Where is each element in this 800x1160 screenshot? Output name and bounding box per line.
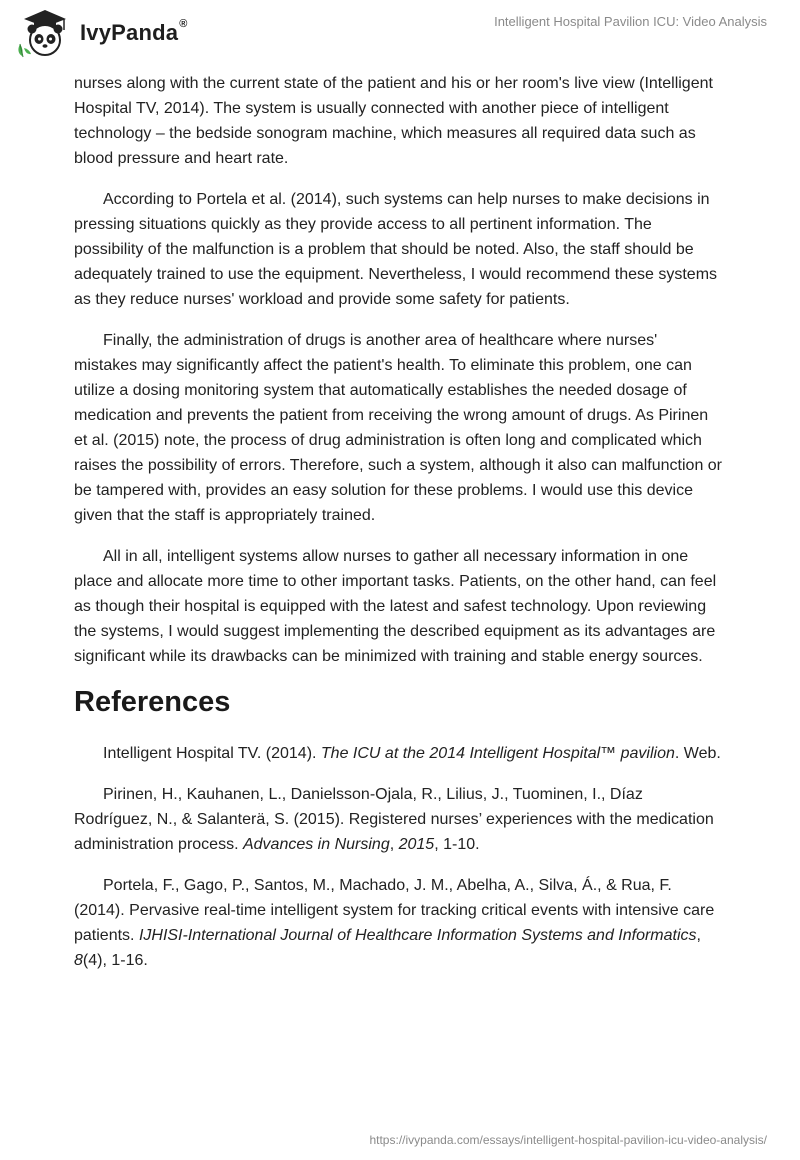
reference-authors: Intelligent Hospital TV. (2014). (103, 745, 321, 762)
reference-tail: , 1-10. (434, 836, 480, 853)
reference-separator: , (389, 836, 399, 853)
reference-tail: (4), 1-16. (82, 952, 148, 969)
brand-name[interactable] (80, 20, 188, 46)
reference-journal: IJHISI-International Journal of Healthcare Information Systems and Informatics (138, 927, 697, 944)
reference-item (74, 873, 724, 973)
document-title: Intelligent Hospital Pavilion ICU: Video Analysis (494, 14, 767, 29)
ivypanda-logo-icon[interactable] (14, 8, 76, 58)
references-heading: References (74, 686, 231, 718)
reference-volume: 2015 (398, 836, 435, 853)
reference-item (74, 741, 724, 766)
reference-authors: Pirinen, H., Kauhanen, L., Danielsson-Ojala, R., Lilius, J., Tuominen, I., Díaz Rodríguez, N., & Salanterä, S. (2015). Registered nurses’ experiences with the medication administration process. (74, 786, 714, 853)
reference-authors: Portela, F., Gago, P., Santos, M., Machado, J. M., Abelha, A., Silva, Á., & Rua, F. (2014). Pervasive real-time intelligent system for tracking critical events with intensive care patients. (74, 877, 715, 944)
brand-registered-mark: ® (179, 18, 188, 30)
source-url-link[interactable]: https://ivypanda.com/essays/intelligent-hospital-pavilion-icu-video-analysis/ (369, 1133, 767, 1147)
body-paragraph: All in all, intelligent systems allow nurses to gather all necessary information in one place and allocate more time to other important tasks. Patients, on the other hand, can feel as though their hospital is equipped with the latest and safest technology. Upon reviewing the systems, I would suggest implementing the described equipment as its advantages are significant while its drawbacks can be minimized with training and stable energy sources. (74, 548, 717, 665)
essay-content (74, 71, 724, 989)
reference-separator: , (696, 927, 701, 944)
body-paragraph: Finally, the administration of drugs is another area of healthcare where nurses' mistakes may significantly affect the patient's health. To eliminate this problem, one can utilize a dosing monitoring system that automatically establishes the needed dosage of medication and prevents the patient from receiving the wrong amount of drugs. As Pirinen et al. (2015) note, the process of drug administration is often long and complicated which raises the possibility of errors. Therefore, such a system, although it also can malfunction or be tampered with, provides an easy solution for these problems. I would use this device given that the staff is appropriately trained. (74, 332, 723, 524)
reference-tail: . Web. (674, 745, 721, 762)
reference-title: The ICU at the 2014 Intelligent Hospital™ pavilion (320, 745, 675, 762)
reference-journal: Advances in Nursing (242, 836, 390, 853)
body-paragraph: According to Portela et al. (2014), such systems can help nurses to make decisions in pressing situations quickly as they provide access to all pertinent information. The possibility of the malfunction is a problem that should be noted. Also, the staff should be adequately trained to use the equipment. Nevertheless, I would recommend these systems as they reduce nurses' workload and provide some safety for patients. (74, 191, 718, 308)
page-header (0, 0, 800, 62)
reference-volume: 8 (74, 952, 83, 969)
brand-text: IvyPanda (80, 20, 179, 45)
reference-item (74, 782, 724, 857)
body-paragraph: nurses along with the current state of the patient and his or her room's live view (Intelligent Hospital TV, 2014). The system is usually connected with another piece of intelligent technology – the bedside sonogram machine, which measures all required data such as blood pressure and heart rate. (74, 75, 713, 167)
